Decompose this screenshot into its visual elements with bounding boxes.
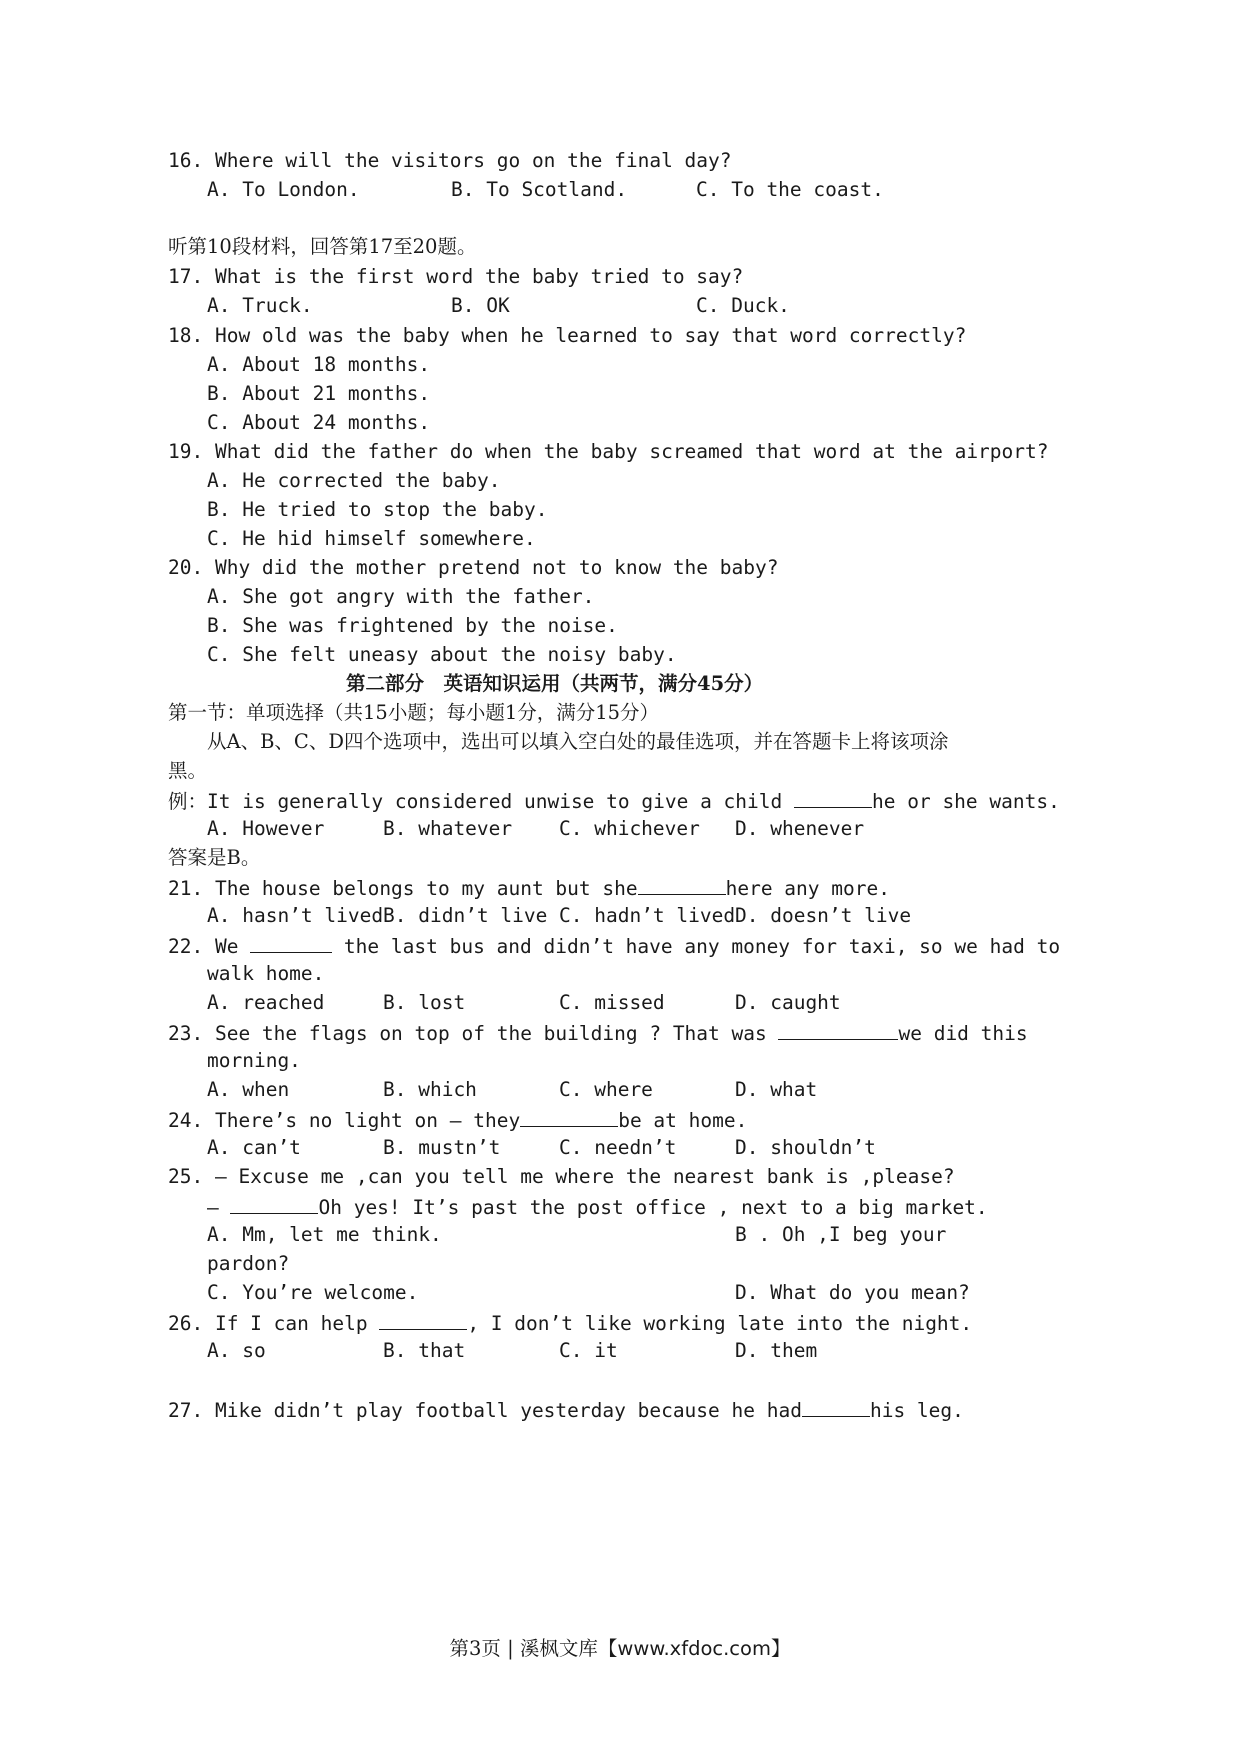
example-question: 例：It is generally considered unwise to give a child he or she wants. bbox=[168, 790, 1060, 813]
option-18c: C. About 24 months. bbox=[207, 411, 431, 434]
page-footer bbox=[0, 1633, 1240, 1661]
answer-blank bbox=[230, 1196, 318, 1214]
option-25a: A. Mm, let me think. bbox=[207, 1223, 442, 1246]
example-answer: 答案是B。 bbox=[168, 846, 261, 869]
option-16a: A. To London. bbox=[207, 178, 360, 201]
option-22a: A. reached bbox=[207, 991, 325, 1014]
option-21c: C. hadn’t lived bbox=[559, 904, 736, 927]
question-19: 19. What did the father do when the baby screamed that word at the airport? bbox=[168, 440, 1049, 463]
example-option-a: A. However bbox=[207, 817, 325, 840]
option-23c: C. where bbox=[559, 1078, 653, 1101]
section-10-instruction: 听第10段材料，回答第17至20题。 bbox=[168, 235, 477, 258]
option-24c: C. needn’t bbox=[559, 1136, 677, 1159]
site-url[interactable]: 【www.xfdoc.com】 bbox=[597, 1637, 791, 1660]
question-26: 26. If I can help , I don’t like working late into the night. bbox=[168, 1312, 973, 1335]
option-26d: D. them bbox=[735, 1339, 818, 1362]
option-26a: A. so bbox=[207, 1339, 266, 1362]
answer-blank bbox=[802, 1399, 870, 1417]
option-17a: A. Truck. bbox=[207, 294, 313, 317]
example-option-d: D. whenever bbox=[735, 817, 865, 840]
option-25d: D. What do you mean? bbox=[735, 1281, 970, 1304]
page-number: 第3页 bbox=[449, 1637, 501, 1660]
example-option-b: B. whatever bbox=[383, 817, 513, 840]
option-22d: D. caught bbox=[735, 991, 841, 1014]
question-17: 17. What is the first word the baby tried to say? bbox=[168, 265, 744, 288]
option-17b: B. OK bbox=[451, 294, 510, 317]
part-2-title: 第二部分 英语知识运用（共两节，满分45分） bbox=[346, 672, 764, 695]
question-27: 27. Mike didn’t play football yesterday because he had his leg. bbox=[168, 1399, 964, 1422]
question-25: 25. — Excuse me ,can you tell me where the nearest bank is ,please? bbox=[168, 1165, 955, 1188]
option-22b: B. lost bbox=[383, 991, 466, 1014]
option-21b: B. didn’t live bbox=[383, 904, 548, 927]
footer-separator: | bbox=[500, 1637, 520, 1660]
question-23: 23. See the flags on top of the building ? That was we did this bbox=[168, 1022, 1028, 1045]
answer-blank bbox=[638, 877, 726, 895]
question-16: 16. Where will the visitors go on the final day? bbox=[168, 149, 732, 172]
option-16c: C. To the coast. bbox=[696, 178, 884, 201]
option-18b: B. About 21 months. bbox=[207, 382, 431, 405]
question-20: 20. Why did the mother pretend not to know the baby? bbox=[168, 556, 779, 579]
option-19b: B. He tried to stop the baby. bbox=[207, 498, 548, 521]
option-26b: B. that bbox=[383, 1339, 466, 1362]
option-24a: A. can’t bbox=[207, 1136, 301, 1159]
answer-blank bbox=[778, 1022, 898, 1040]
option-19c: C. He hid himself somewhere. bbox=[207, 527, 536, 550]
option-22c: C. missed bbox=[559, 991, 665, 1014]
option-23b: B. which bbox=[383, 1078, 477, 1101]
question-23-continued: morning. bbox=[207, 1049, 301, 1072]
question-18: 18. How old was the baby when he learned to say that word correctly? bbox=[168, 324, 967, 347]
question-21: 21. The house belongs to my aunt but she here any more. bbox=[168, 877, 890, 900]
option-20a: A. She got angry with the father. bbox=[207, 585, 595, 608]
instruction-line-2: 黑。 bbox=[168, 759, 208, 782]
answer-blank bbox=[250, 935, 332, 953]
question-22: 22. We the last bus and didn’t have any money for taxi, so we had to bbox=[168, 935, 1061, 958]
question-22-continued: walk home. bbox=[207, 962, 325, 985]
option-20b: B. She was frightened by the noise. bbox=[207, 614, 618, 637]
option-23a: A. when bbox=[207, 1078, 290, 1101]
option-16b: B. To Scotland. bbox=[451, 178, 628, 201]
answer-blank bbox=[520, 1109, 618, 1127]
option-25b: B . Oh ,I beg your bbox=[735, 1223, 947, 1246]
option-21a: A. hasn’t lived bbox=[207, 904, 384, 927]
example-option-c: C. whichever bbox=[559, 817, 700, 840]
option-24d: D. shouldn’t bbox=[735, 1136, 876, 1159]
question-25-reply: — Oh yes! It’s past the post office , next to a big market. bbox=[207, 1196, 988, 1219]
option-25b-continued: pardon? bbox=[207, 1252, 290, 1275]
option-21d: D. doesn’t live bbox=[735, 904, 912, 927]
instruction-line-1: 从A、B、C、D四个选项中，选出可以填入空白处的最佳选项，并在答题卡上将该项涂 bbox=[207, 730, 949, 753]
section-1-heading: 第一节：单项选择（共15小题；每小题1分，满分15分） bbox=[168, 701, 660, 724]
answer-blank bbox=[379, 1312, 467, 1330]
question-24: 24. There’s no light on — they be at home. bbox=[168, 1109, 748, 1132]
option-20c: C. She felt uneasy about the noisy baby. bbox=[207, 643, 677, 666]
option-18a: A. About 18 months. bbox=[207, 353, 431, 376]
option-25c: C. You’re welcome. bbox=[207, 1281, 419, 1304]
option-23d: D. what bbox=[735, 1078, 818, 1101]
option-17c: C. Duck. bbox=[696, 294, 790, 317]
answer-blank bbox=[794, 790, 872, 808]
option-26c: C. it bbox=[559, 1339, 618, 1362]
option-24b: B. mustn’t bbox=[383, 1136, 501, 1159]
site-name: 溪枫文库 bbox=[519, 1637, 598, 1660]
option-19a: A. He corrected the baby. bbox=[207, 469, 501, 492]
